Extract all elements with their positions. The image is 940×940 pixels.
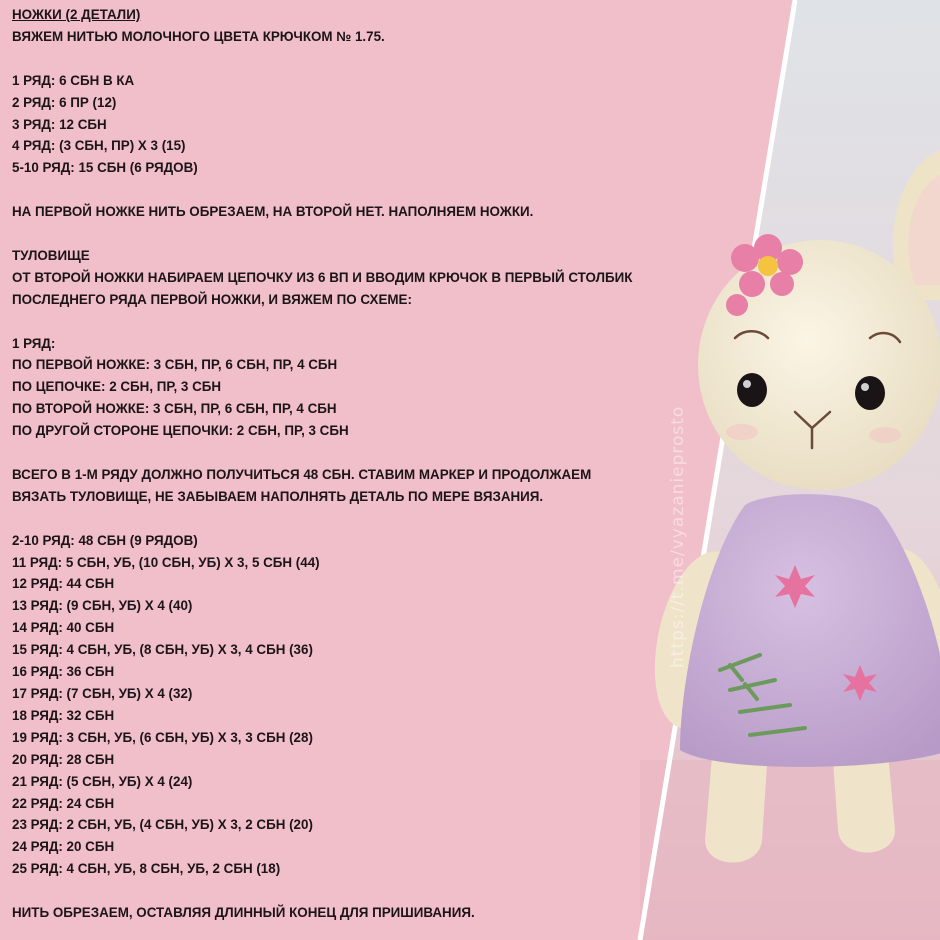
pattern-line: ПО ВТОРОЙ НОЖКЕ: 3 СБН, ПР, 6 СБН, ПР, 4 СБН: [12, 401, 337, 417]
pattern-line: НИТЬ ОБРЕЗАЕМ, ОСТАВЛЯЯ ДЛИННЫЙ КОНЕЦ ДЛЯ ПРИШИВАНИЯ.: [12, 905, 475, 921]
pattern-line: 21 РЯД: (5 СБН, УБ) Х 4 (24): [12, 773, 193, 789]
pattern-line: 15 РЯД: 4 СБН, УБ, (8 СБН, УБ) Х 3, 4 СБН (36): [12, 642, 313, 658]
pattern-line: 2-10 РЯД: 48 СБН (9 РЯДОВ): [12, 532, 198, 548]
pattern-line: 17 РЯД: (7 СБН, УБ) Х 4 (32): [12, 686, 193, 701]
pattern-line: [12, 508, 732, 530]
watermark-text: https://t.me/vyazanieprosto: [668, 405, 688, 668]
pattern-line: 1 РЯД:: [12, 335, 56, 351]
pattern-line: 20 РЯД: 28 СБН: [12, 751, 115, 767]
pattern-line: 13 РЯД: (9 СБН, УБ) Х 4 (40): [12, 598, 193, 614]
pattern-line: 14 РЯД: 40 СБН: [12, 620, 115, 636]
bunny-eye-right: [855, 376, 885, 410]
pattern-line: 23 РЯД: 2 СБН, УБ, (4 СБН, УБ) Х 3, 2 СБН (20): [12, 817, 313, 833]
pattern-line: ВЯЖЕМ НИТЬЮ МОЛОЧНОГО ЦВЕТА КРЮЧКОМ № 1.75.: [12, 28, 385, 44]
pattern-line: 3 РЯД: 12 СБН: [12, 116, 107, 132]
pattern-line: 5-10 РЯД: 15 СБН (6 РЯДОВ): [12, 160, 198, 176]
pattern-line: 16 РЯД: 36 СБН: [12, 664, 115, 680]
pattern-line: ПОСЛЕДНЕГО РЯДА ПЕРВОЙ НОЖКИ, И ВЯЖЕМ ПО СХЕМЕ:: [12, 291, 412, 307]
pattern-line: [12, 179, 732, 201]
pattern-line: ПО ПЕРВОЙ НОЖКЕ: 3 СБН, ПР, 6 СБН, ПР, 4 СБН: [12, 357, 338, 373]
pattern-line: 25 РЯД: 4 СБН, УБ, 8 СБН, УБ, 2 СБН (18): [12, 861, 281, 877]
pattern-line: 18 РЯД: 32 СБН: [12, 707, 115, 723]
pattern-line: НА ПЕРВОЙ НОЖКЕ НИТЬ ОБРЕЗАЕМ, НА ВТОРОЙ НЕТ. НАПОЛНЯЕМ НОЖКИ.: [12, 204, 534, 220]
pattern-line: [12, 223, 732, 245]
pattern-line: 2 РЯД: 6 ПР (12): [12, 94, 117, 110]
pattern-line: 11 РЯД: 5 СБН, УБ, (10 СБН, УБ) Х 3, 5 СБН (44): [12, 554, 320, 570]
pattern-line: [12, 48, 732, 70]
pattern-line: 12 РЯД: 44 СБН: [12, 576, 115, 592]
pattern-line: ПО ЦЕПОЧКЕ: 2 СБН, ПР, 3 СБН: [12, 379, 222, 395]
pattern-line: 22 РЯД: 24 СБН: [12, 795, 115, 811]
section-heading: НОЖКИ (2 ДЕТАЛИ): [12, 7, 141, 22]
pattern-line: [12, 311, 732, 333]
pattern-line: ВЯЗАТЬ ТУЛОВИЩЕ, НЕ ЗАБЫВАЕМ НАПОЛНЯТЬ ДЕТАЛЬ ПО МЕРЕ ВЯЗАНИЯ.: [12, 488, 544, 504]
pattern-line: [12, 880, 732, 902]
pattern-line: ОТ ВТОРОЙ НОЖКИ НАБИРАЕМ ЦЕПОЧКУ ИЗ 6 ВП И ВВОДИМ КРЮЧОК В ПЕРВЫЙ СТОЛБИК: [12, 269, 633, 285]
pattern-line: ТУЛОВИЩЕ: [12, 247, 90, 263]
pattern-line: ВСЕГО В 1-М РЯДУ ДОЛЖНО ПОЛУЧИТЬСЯ 48 СБН. СТАВИМ МАРКЕР И ПРОДОЛЖАЕМ: [12, 466, 592, 482]
pattern-line: 1 РЯД: 6 СБН В КА: [12, 72, 135, 88]
bunny-head: [698, 240, 940, 490]
pattern-line: ПО ДРУГОЙ СТОРОНЕ ЦЕПОЧКИ: 2 СБН, ПР, 3 СБН: [12, 423, 349, 439]
crochet-pattern-text: [12, 4, 732, 924]
pattern-line: 24 РЯД: 20 СБН: [12, 839, 115, 855]
pattern-line: 4 РЯД: (3 СБН, ПР) Х 3 (15): [12, 138, 186, 154]
pattern-line: 19 РЯД: 3 СБН, УБ, (6 СБН, УБ) Х 3, 3 СБН (28): [12, 729, 313, 745]
pattern-line: [12, 442, 732, 464]
bunny-eye-left: [737, 373, 767, 407]
